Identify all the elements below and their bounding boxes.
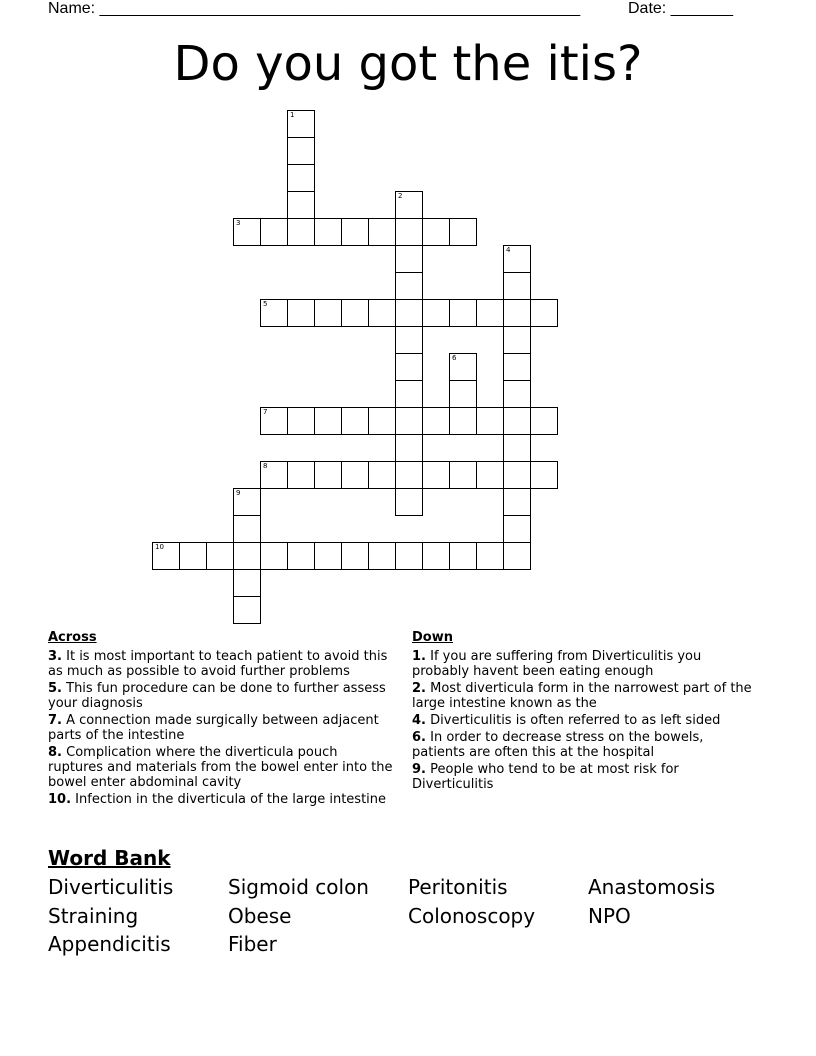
grid-cell[interactable] (287, 542, 315, 570)
grid-cell[interactable] (287, 218, 315, 246)
grid-cell[interactable] (422, 407, 450, 435)
date-field[interactable]: Date: _______ (628, 0, 733, 17)
clue-number: 8. (48, 745, 62, 760)
grid-cell[interactable] (287, 191, 315, 219)
clue-number: 10. (48, 792, 72, 807)
grid-cell[interactable] (476, 299, 504, 327)
grid-cell[interactable] (233, 218, 261, 246)
grid-cell[interactable] (449, 299, 477, 327)
clue-number: 7. (48, 713, 62, 728)
down-heading: Down (412, 630, 453, 645)
clue-text: If you are suffering from Diverticulitis you probably havent been eating enough (412, 649, 702, 679)
clue-number: 3. (48, 649, 62, 664)
grid-cell[interactable] (530, 461, 558, 489)
clue-text: A connection made surgically between adjacent parts of the intestine (48, 713, 379, 743)
grid-cell[interactable] (395, 542, 423, 570)
grid-cell[interactable] (368, 542, 396, 570)
page-title: Do you got the itis? (173, 36, 643, 92)
grid-cell[interactable] (314, 461, 342, 489)
cell-number: 5 (263, 300, 268, 308)
grid-cell[interactable] (395, 245, 423, 273)
grid-cell[interactable] (314, 299, 342, 327)
grid-cell[interactable] (314, 407, 342, 435)
grid-cell[interactable] (395, 191, 423, 219)
grid-cell[interactable] (503, 434, 531, 462)
grid-cell[interactable] (476, 461, 504, 489)
clue-text: It is most important to teach patient to avoid this as much as possible to avoid further problems (48, 649, 388, 679)
grid-cell[interactable] (503, 488, 531, 516)
grid-cell[interactable] (530, 299, 558, 327)
name-field[interactable]: Name: ______________________________________________________ (48, 0, 581, 17)
cell-number: 9 (236, 489, 241, 497)
clue-text: Infection in the diverticula of the large intestine (75, 792, 387, 807)
clue-text: Most diverticula form in the narrowest part of the large intestine known as the (412, 681, 752, 711)
grid-cell[interactable] (503, 380, 531, 408)
word-bank-item: Obese (228, 903, 292, 928)
grid-cell[interactable] (206, 542, 234, 570)
grid-cell[interactable] (422, 542, 450, 570)
grid-cell[interactable] (341, 299, 369, 327)
grid-cell[interactable] (503, 272, 531, 300)
grid-cell[interactable] (260, 299, 288, 327)
clue-number: 5. (48, 681, 62, 696)
word-bank-item: Colonoscopy (408, 903, 536, 928)
grid-cell[interactable] (233, 542, 261, 570)
clue-text: People who tend to be at most risk for Diverticulitis (412, 762, 679, 792)
grid-cell[interactable] (368, 299, 396, 327)
down-clues (412, 630, 764, 794)
grid-cell[interactable] (449, 353, 477, 381)
grid-cell[interactable] (503, 326, 531, 354)
grid-cell[interactable] (476, 407, 504, 435)
grid-cell[interactable] (395, 380, 423, 408)
grid-cell[interactable] (422, 299, 450, 327)
word-bank-item: Straining (48, 903, 139, 928)
grid-cell[interactable] (449, 407, 477, 435)
clue-down-9 (412, 762, 764, 792)
clue-number: 4. (412, 713, 426, 728)
clue-number: 1. (412, 649, 426, 664)
grid-cell[interactable] (395, 434, 423, 462)
word-bank-item: Anastomosis (588, 875, 716, 899)
clue-number: 9. (412, 762, 426, 777)
grid-cell[interactable] (314, 542, 342, 570)
clue-text: This fun procedure can be done to further assess your diagnosis (48, 681, 386, 711)
clue-across-8 (48, 745, 400, 790)
grid-cell[interactable] (179, 542, 207, 570)
grid-cell[interactable] (503, 542, 531, 570)
grid-cell[interactable] (449, 380, 477, 408)
grid-cell[interactable] (395, 488, 423, 516)
grid-cell[interactable] (395, 326, 423, 354)
word-bank-item: Fiber (228, 932, 277, 956)
across-clues (48, 630, 400, 809)
word-bank-item: Peritonitis (408, 875, 508, 899)
word-bank-item: Appendicitis (48, 932, 171, 956)
clue-across-10 (48, 792, 400, 807)
word-bank-item: Diverticulitis (48, 875, 174, 899)
grid-cell[interactable] (287, 299, 315, 327)
cell-number: 6 (452, 354, 457, 362)
grid-cell[interactable] (260, 461, 288, 489)
grid-cell[interactable] (368, 461, 396, 489)
grid-cell[interactable] (368, 407, 396, 435)
cell-number: 1 (290, 111, 295, 119)
word-bank-item: Sigmoid colon (228, 875, 369, 899)
grid-cell[interactable] (503, 299, 531, 327)
grid-cell[interactable] (287, 110, 315, 138)
grid-cell[interactable] (260, 407, 288, 435)
clue-down-4 (412, 713, 764, 728)
clue-number: 6. (412, 730, 426, 745)
grid-cell[interactable] (395, 461, 423, 489)
grid-cell[interactable] (449, 542, 477, 570)
cell-number: 2 (398, 192, 403, 200)
grid-cell[interactable] (233, 515, 261, 543)
clue-text: Complication where the diverticula pouch ruptures and materials from the bowel enter into the bowel enter abdominal cavity (48, 745, 393, 790)
grid-cell[interactable] (503, 353, 531, 381)
clue-text: Diverticulitis is often referred to as left sided (430, 713, 721, 728)
clue-across-3 (48, 649, 400, 679)
grid-cell[interactable] (260, 218, 288, 246)
word-bank (48, 873, 768, 959)
grid-cell[interactable] (503, 245, 531, 273)
cell-number: 3 (236, 219, 241, 227)
grid-cell[interactable] (503, 515, 531, 543)
grid-cell[interactable] (314, 218, 342, 246)
clue-down-1 (412, 649, 764, 679)
grid-cell[interactable] (449, 218, 477, 246)
word-bank-title: Word Bank (48, 846, 171, 870)
grid-cell[interactable] (422, 461, 450, 489)
word-bank-item: NPO (588, 903, 631, 928)
grid-cell[interactable] (395, 218, 423, 246)
clue-across-5 (48, 681, 400, 711)
across-heading: Across (48, 630, 97, 645)
grid-cell[interactable] (341, 218, 369, 246)
grid-cell[interactable] (530, 407, 558, 435)
grid-cell[interactable] (395, 272, 423, 300)
clue-across-7 (48, 713, 400, 743)
cell-number: 8 (263, 462, 268, 470)
grid-cell[interactable] (395, 353, 423, 381)
cell-number: 10 (155, 543, 164, 551)
grid-cell[interactable] (341, 542, 369, 570)
grid-cell[interactable] (152, 542, 180, 570)
grid-cell[interactable] (233, 569, 261, 597)
grid-cell[interactable] (503, 407, 531, 435)
grid-cell[interactable] (233, 596, 261, 624)
grid-cell[interactable] (233, 488, 261, 516)
grid-cell[interactable] (341, 407, 369, 435)
grid-cell[interactable] (422, 218, 450, 246)
clue-down-2 (412, 681, 764, 711)
grid-cell[interactable] (395, 299, 423, 327)
clue-down-6 (412, 730, 764, 760)
grid-cell[interactable] (287, 407, 315, 435)
grid-cell[interactable] (341, 461, 369, 489)
grid-cell[interactable] (503, 461, 531, 489)
grid-cell[interactable] (287, 164, 315, 192)
clue-text: In order to decrease stress on the bowels, patients are often this at the hospital (412, 730, 704, 760)
clue-number: 2. (412, 681, 426, 696)
cell-number: 7 (263, 408, 268, 416)
grid-cell[interactable] (368, 218, 396, 246)
grid-cell[interactable] (395, 407, 423, 435)
grid-cell[interactable] (260, 542, 288, 570)
grid-cell[interactable] (287, 137, 315, 165)
grid-cell[interactable] (287, 461, 315, 489)
cell-number: 4 (506, 246, 511, 254)
grid-cell[interactable] (476, 542, 504, 570)
grid-cell[interactable] (449, 461, 477, 489)
